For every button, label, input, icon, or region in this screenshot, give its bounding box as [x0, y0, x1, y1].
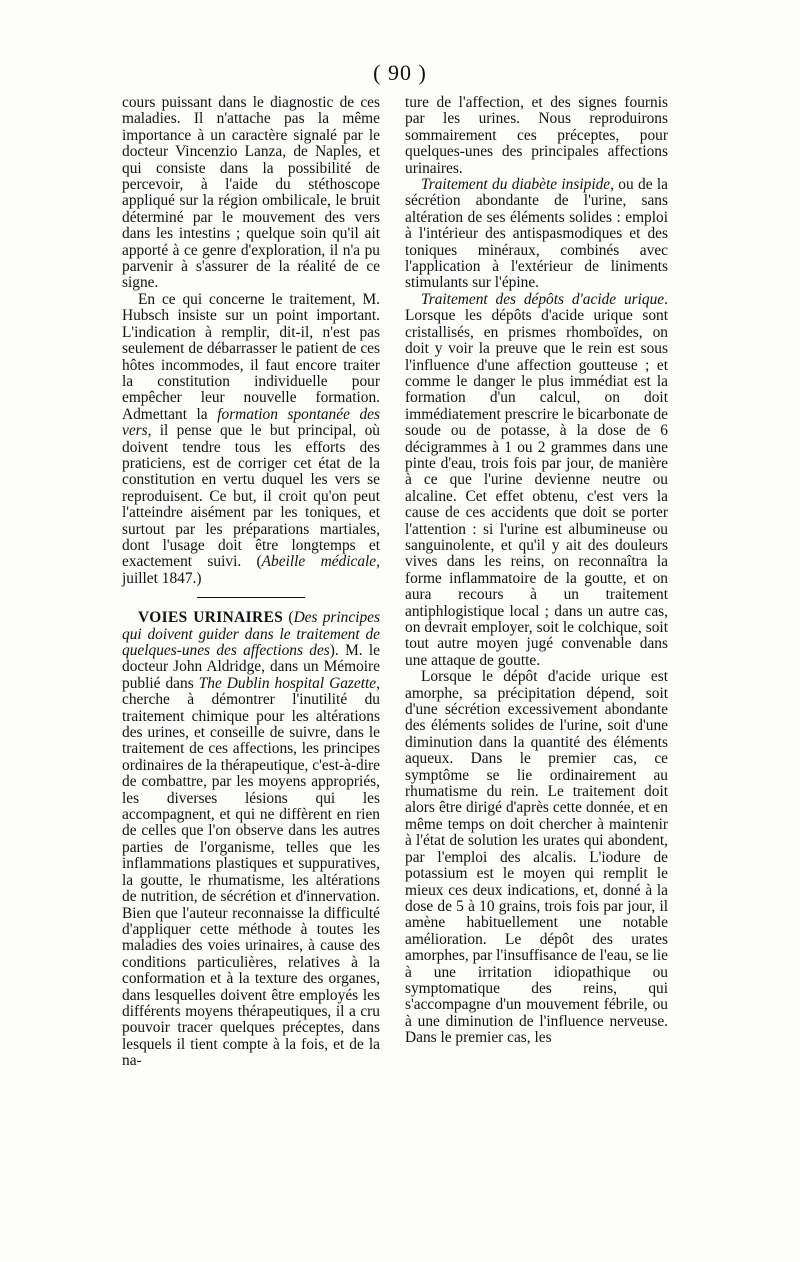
voies-urinaires-text: M. le docteur John Aldridge, dans un Mémoire publié dans: [122, 642, 380, 692]
left-column: [122, 95, 380, 1070]
source-date: , juillet 1847.): [122, 553, 380, 587]
right-column: [405, 95, 668, 1047]
traitement-text: En ce qui concerne le traitement, M. Hubsch insiste sur un point important. L'indication à remplir, dit-il, n'est pas seulement de débarrasser le patient de ces hôtes incommodes, il faut encore traiter la constitution individuelle pour empêcher leur nouvelle formation. Admettant la: [122, 290, 380, 423]
voies-urinaires-text-cont: , cherche à démontrer l'inutilité du traitement chimique pour les altérations des urines, et conseille de suivre, dans le traitement de ces affections, les principes ordinaires de la thérapeutique, c'est-à-dire de combattre, par les moyens appropriés, les diverses lésions qui les accompagnent, et qui ne diffèrent en rien de celles que l'on observe dans les autres parties de l'organisme, telles que les inflammations plastiques et suppuratives, la goutte, le rhumatisme, les altérations de nutrition, de sécrétion et d'innervation. Bien que l'auteur reconnaisse la difficulté d'appliquer cette méthode à toutes les maladies des voies urinaires, à cause des conditions particulières, relatives à la conformation et à la texture des organes, dans lesquelles doivent être employés les différents moyens thérapeutiques, il a cru pouvoir tracer quelques préceptes, dans lesquels il tient compte à la fois, et de la na-: [122, 674, 380, 1070]
section-subheading: Des principes qui doivent guider dans le traitement de quelques-unes des affections des: [122, 609, 380, 659]
journal-title: The Dublin hospital Gazette: [198, 674, 377, 692]
acide-urique-text: . Lorsque les dépôts d'acide urique sont cristallisés, en prismes rhomboïdes, on doit y voir la preuve que le rein est sous l'influence d'une affection goutteuse ; et comme le danger le plus immédiat est la formation d'un calcul, on doit immédiatement prescrire le bicarbonate de soude ou de potasse, à la dose de 6 décigrammes à 1 ou 2 grammes dans une pinte d'eau, trois fois par jour, de manière à ce que l'urine devienne neutre ou alcaline. Cet effet obtenu, c'est vers la cause de ces accidents que doit se porter l'attention : si l'urine est albumineuse ou sanguinolente, et qu'il y ait des douleurs vives dans les reins, on reconnaîtra la forme inflammatoire de la goutte, et on aura recours à un traitement antiphlogistique local ; dans un autre cas, on devrait employer, soit le colchique, soit tout autre moyen jugé convenable dans une attaque de goutte.: [405, 290, 668, 669]
paragraph-traitement: [122, 292, 380, 587]
paragraph-voies-urinaires: [122, 610, 380, 1069]
paragraph-continuation: ture de l'affection, et des signes fournis par les urines. Nous reproduirons sommairement ces préceptes, pour quelques-unes des principales affections urinaires.: [405, 94, 668, 177]
paragraph-diabete: [405, 177, 668, 292]
traitement-text-cont: , il pense que le but principal, où doivent tendre tous les efforts des praticiens, est de corriger cet état de la constitution en vertu duquel les vers se reproduisent. Ce but, il croit qu'on peut l'atteindre aisément par les toniques, et surtout par les préparations martiales, dont l'usage doit être longtemps et exactement suivi. (: [122, 422, 380, 571]
section-heading: VOIES URINAIRES: [138, 609, 284, 627]
paragraph-diagnostic: cours puissant dans le diagnostic de ces maladies. Il n'attache pas la même importance à un caractère signalé par le docteur Vincenzio Lanza, de Naples, et qui consiste dans la possibilité de percevoir, à l'aide du stéthoscope appliqué sur la région ombilicale, le bruit déterminé par le mouvement des vers dans les intestins ; quelque soin qu'il ait apporté à ce genre d'exploration, il n'a pu parvenir à s'assurer de la réalité de ce signe.: [122, 94, 380, 292]
paragraph-acide-urique: [405, 292, 668, 669]
formation-spontanee-italic: formation spontanée des vers: [122, 405, 380, 440]
diabete-heading: Traitement du diabète insipide: [421, 176, 611, 194]
paragraph-depot-amorphe: Lorsque le dépôt d'acide urique est amorphe, sa précipitation dépend, soit d'une sécrétion excessivement abondante des éléments solides de l'urine, soit d'une diminution dans la quantité des éléments aqueux. Dans le premier cas, ce symptôme se lie ordinairement au rhumatisme du rein. Le traitement doit alors être dirigé d'après cette donnée, et en même temps on doit chercher à maintenir à l'état de solution les urates qui abondent, par l'emploi des alcalis. L'iodure de potassium est le moyen qui remplit le mieux ces deux indications, et, donné à la dose de 5 à 10 grains, trois fois par jour, il amène habituellement une notable amélioration. Le dépôt des urates amorphes, par l'insuffisance de l'eau, se lie à une irritation idiopathique ou symptomatique des reins, qui s'accompagne d'un mouvement fébrile, ou à une diminution de l'influence nerveuse. Dans le premier cas, les: [405, 668, 668, 1047]
section-divider: [197, 597, 305, 598]
heading-paren-open: (: [283, 609, 294, 627]
page-number: ( 90 ): [373, 60, 427, 85]
acide-urique-heading: Traitement des dépôts d'acide urique: [421, 290, 665, 308]
diabete-text: , ou de la sécrétion abondante de l'urine, sans altération de ses éléments solides : emploi à l'intérieur des antispasmodiques et des toniques minéraux, combinés avec l'application à l'extérieur de liniments stimulants sur l'épine.: [405, 176, 668, 292]
source-abeille: Abeille médicale: [261, 553, 377, 571]
heading-paren-close: ).: [329, 642, 339, 659]
